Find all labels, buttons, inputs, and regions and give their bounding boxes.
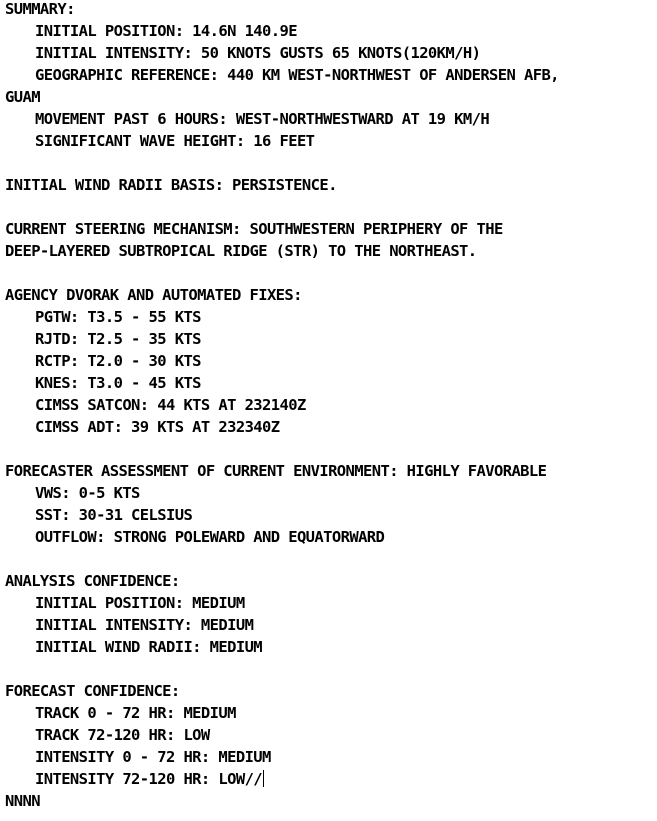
wind-radii-line: INITIAL WIND RADII BASIS: PERSISTENCE.	[5, 176, 337, 194]
environment-item: VWS: 0-5 KTS	[35, 484, 140, 502]
blank-line	[5, 154, 655, 176]
text-cursor	[263, 770, 264, 787]
environment-item: OUTFLOW: STRONG POLEWARD AND EQUATORWARD	[35, 528, 385, 546]
steering-line-2: DEEP-LAYERED SUBTROPICAL RIDGE (STR) TO THE NORTHEAST.	[5, 242, 477, 260]
fix-item: RCTP: T2.0 - 30 KTS	[35, 352, 201, 370]
analysis-confidence-item: INITIAL WIND RADII: MEDIUM	[35, 638, 263, 656]
geographic-reference-line: GEOGRAPHIC REFERENCE: 440 KM WEST-NORTHWEST OF ANDERSEN AFB,	[35, 66, 559, 84]
fix-item: CIMSS ADT: 39 KTS AT 232340Z	[35, 418, 280, 436]
end-marker: NNNN	[5, 792, 40, 810]
fix-item: PGTW: T3.5 - 55 KTS	[35, 308, 201, 326]
blank-line	[5, 264, 655, 286]
blank-line	[5, 660, 655, 682]
geographic-reference-continuation: GUAM	[5, 88, 40, 106]
blank-line	[5, 550, 655, 572]
forecast-confidence-item: TRACK 0 - 72 HR: MEDIUM	[35, 704, 236, 722]
fix-item: RJTD: T2.5 - 35 KTS	[35, 330, 201, 348]
initial-intensity-line: INITIAL INTENSITY: 50 KNOTS GUSTS 65 KNOTS(120KM/H)	[35, 44, 481, 62]
initial-position-line: INITIAL POSITION: 14.6N 140.9E	[35, 22, 297, 40]
fixes-heading: AGENCY DVORAK AND AUTOMATED FIXES:	[5, 286, 302, 304]
forecast-confidence-item: TRACK 72-120 HR: LOW	[35, 726, 210, 744]
analysis-confidence-heading: ANALYSIS CONFIDENCE:	[5, 572, 180, 590]
blank-line	[5, 440, 655, 462]
blank-line	[5, 198, 655, 220]
forecast-confidence-item: INTENSITY 0 - 72 HR: MEDIUM	[35, 748, 271, 766]
movement-line: MOVEMENT PAST 6 HOURS: WEST-NORTHWESTWARD AT 19 KM/H	[35, 110, 490, 128]
analysis-confidence-item: INITIAL POSITION: MEDIUM	[35, 594, 245, 612]
summary-heading: SUMMARY:	[5, 0, 75, 18]
fix-item: KNES: T3.0 - 45 KTS	[35, 374, 201, 392]
environment-heading: FORECASTER ASSESSMENT OF CURRENT ENVIRONMENT: HIGHLY FAVORABLE	[5, 462, 547, 480]
wave-height-line: SIGNIFICANT WAVE HEIGHT: 16 FEET	[35, 132, 315, 150]
forecast-confidence-last-item[interactable]	[5, 770, 655, 792]
forecast-confidence-heading: FORECAST CONFIDENCE:	[5, 682, 180, 700]
forecast-confidence-item-text: INTENSITY 72-120 HR: LOW//	[35, 770, 263, 788]
steering-line-1: CURRENT STEERING MECHANISM: SOUTHWESTERN PERIPHERY OF THE	[5, 220, 503, 238]
analysis-confidence-item: INITIAL INTENSITY: MEDIUM	[35, 616, 254, 634]
bulletin-document	[5, 0, 655, 814]
fix-item: CIMSS SATCON: 44 KTS AT 232140Z	[35, 396, 306, 414]
environment-item: SST: 30-31 CELSIUS	[35, 506, 193, 524]
